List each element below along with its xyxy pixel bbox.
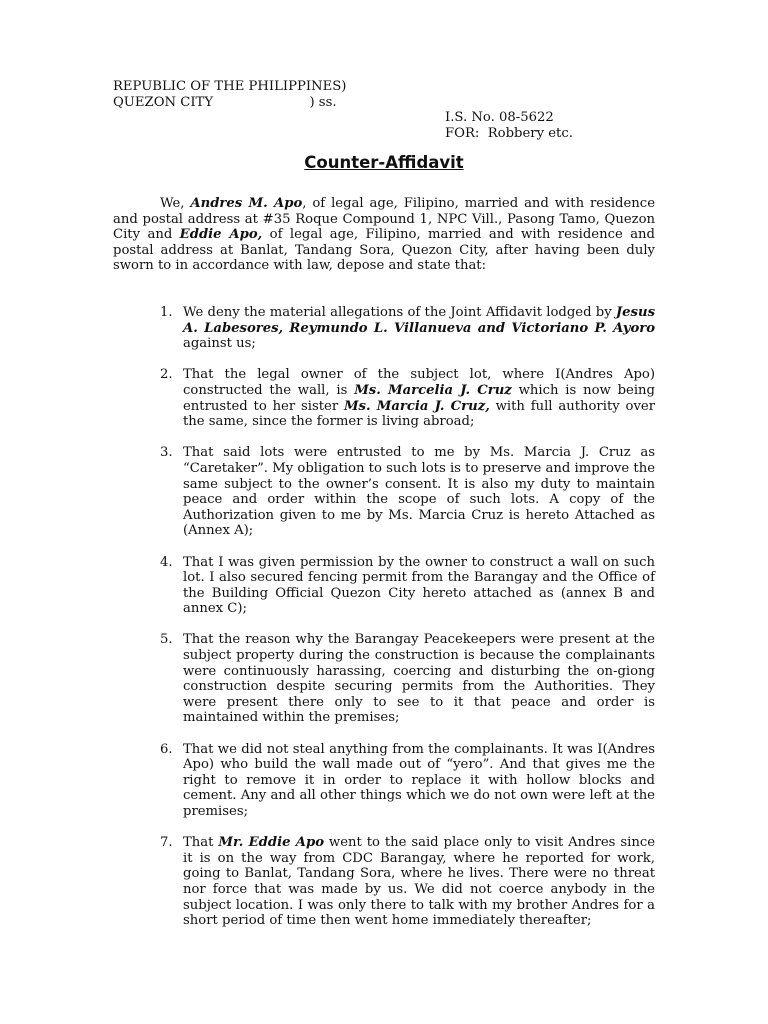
statement-number: 4. (160, 554, 173, 570)
statement-text-run: We deny the material allegations of the Joint Affidavit lodged by (183, 305, 616, 320)
eddie-apo-name: Mr. Eddie Apo (218, 835, 325, 851)
venue-block (113, 79, 413, 110)
intro-text: , of legal age, Filipino, married and with residence and postal address at #35 Roque Compound 1, NPC Vill., Pasong Tamo, Quezon City and (113, 196, 655, 243)
intro-paragraph (113, 196, 655, 274)
case-info-block (445, 110, 705, 141)
statement-text-run: went to the said place only to visit Andres since it is on the way from CDC Barangay, where he reported for work, going to Banlat, Tandang Sora, where he lives. There were no threat nor force that was made by us. We did not coerce anybody in the subject location. I was only there to talk with my brother Andres for a short period of time then went home immediately thereafter; (183, 835, 656, 929)
document-title: Counter-Affidavit (304, 153, 464, 172)
case-offense: FOR: Robbery etc. (445, 125, 573, 141)
statement-text-run: with full authority over the same, since the former is living abroad; (183, 398, 656, 430)
venue-line-city: QUEZON CITY ) ss. (113, 94, 337, 110)
statement-text: That we did not steal anything from the complainants. It was I(Andres Apo) who build the wall made out of “yero”. And that gives me the right to remove it in order to replace it with hollow blocks and cement. Any and all other things which we do not own were left at the premises; (183, 741, 655, 819)
statement-text (183, 835, 655, 929)
statement-text-run: That the legal owner of the subject lot, where I(Andres Apo) constructed the wall, is (183, 367, 655, 398)
statement-text: That I was given permission by the owner to construct a wall on such lot. I also secured fencing permit from the Barangay and the Office of the Building Official Quezon City hereto attached as (annex B and annex C); (183, 554, 655, 617)
venue-line-republic: REPUBLIC OF THE PHILIPPINES) (113, 79, 347, 94)
affiant-name-andres: Andres M. Apo (190, 196, 303, 211)
intro-text: of legal age, Filipino, married and with residence and postal address at Banlat, Tandang Sora, Quezon City, after having been duly sworn to in accordance with law, depose and state that: (113, 227, 655, 274)
statement-item (0, 305, 768, 352)
statement-item (0, 632, 768, 726)
statement-text-run: That (183, 835, 219, 851)
statement-text-run: which is now being entrusted to her sister (183, 382, 655, 414)
statement-text: That said lots were entrusted to me by Ms. Marcia J. Cruz as “Caretaker”. My obligation to such lots is to preserve and improve the same subject to the owner’s consent. It is also my duty to maintain peace and order within the scope of such lots. A copy of the Authorization given to me by Ms. Marcia Cruz is hereto Attached as (Annex A); (183, 445, 655, 539)
statement-item (0, 742, 768, 820)
statement-item (0, 555, 768, 617)
statement-number: 5. (160, 632, 173, 648)
statement-text (183, 367, 655, 429)
affiant-name-eddie: Eddie Apo, (179, 227, 263, 243)
statement-number: 1. (160, 305, 173, 320)
statement-item (0, 445, 768, 539)
statement-number: 6. (160, 741, 173, 757)
statement-number: 7. (160, 835, 173, 851)
sister-name: Ms. Marcia J. Cruz, (343, 398, 490, 414)
statement-text: That the reason why the Barangay Peacekeepers were present at the subject property during the construction is because the complainants were continuously harassing, coercing and disturbing the on-giong construction despite securing permits from the Authorities. They were present there only to see to it that peace and order is maintained within the premises; (183, 632, 655, 726)
case-number: I.S. No. 08-5622 (445, 110, 554, 125)
statement-item (0, 367, 768, 429)
statement-text (183, 305, 655, 352)
statement-text-run: against us; (183, 336, 256, 352)
numbered-statements (0, 305, 768, 944)
owner-name: Ms. Marcelia J. Cruz (354, 382, 512, 398)
complainant-names: Jesus A. Labesores, Reymundo L. Villanueva and Victoriano P. Ayoro (183, 305, 655, 336)
statement-item (0, 835, 768, 929)
statement-number: 2. (160, 367, 173, 383)
intro-text: We, (160, 196, 191, 211)
statement-number: 3. (160, 445, 173, 461)
